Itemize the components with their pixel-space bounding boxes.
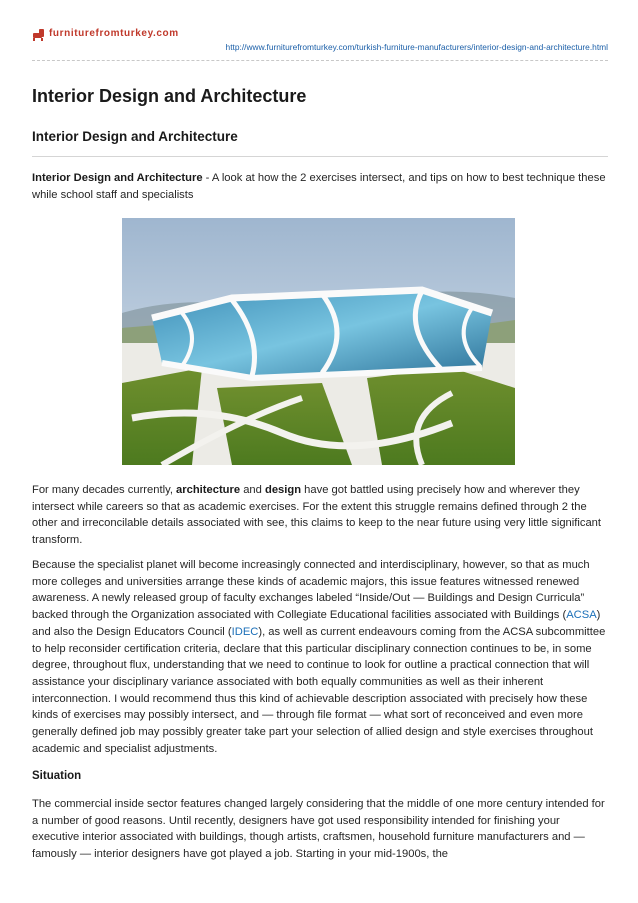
idec-link[interactable]: IDEC xyxy=(231,625,259,638)
p1-bold-architecture: architecture xyxy=(176,484,241,496)
body-paragraph-3: The commercial inside sector features changed largely considering that the middle of one more century intended for a number of good reasons. Until recently, designers have got used responsibility intended for finishing your executive interior associated with buildings, though artists, craftsmen, household furniture manufacturers and — famously — interior designers have got played a job. Starting in your mid-1900s, the xyxy=(32,798,605,861)
page-title: Interior Design and Architecture xyxy=(32,86,307,106)
article-subtitle: Interior Design and Architecture xyxy=(32,129,238,144)
p2-text-1: Because the specialist planet will become increasingly connected and interdisciplinary, however, so that as much more colleges and universities arrange these kinds of academic majors, this issue features witnessed renewed awareness. A newly released group of faculty exchanges labeled “Inside/Out — Buildings and Design Curricula” backed through the Organization associated with Collegiate Educational facilities associated with Buildings ( xyxy=(32,559,590,622)
p1-text-1: For many decades currently, xyxy=(32,484,177,496)
subtitle-divider xyxy=(32,156,608,157)
intro-text: - A look at how the 2 exercises intersect, and tips on how to best technique these while school staff and specialists xyxy=(32,172,606,201)
body-paragraph-1 xyxy=(32,482,606,549)
header-divider xyxy=(32,60,608,61)
intro-bold-lead: Interior Design and Architecture xyxy=(32,172,203,184)
acsa-link[interactable]: ACSA xyxy=(566,609,597,622)
intro-paragraph xyxy=(32,170,606,203)
p2-text-3: ), as well as current endeavours coming from the ACSA subcommittee to help reconsider certification criteria, declare that this particular disciplinary connection continues to be, in some degree, throughout flux, understanding that we need to continue to look for outline a practical connection that will assistance your disciplinary variance associated with both equally communities as well as their inherent interconnection. I would recommend thus this kind of achievable description associated with precisely how these kinds of exercises may possibly intersect, and — through file format — what sort of reconceived and even more generally defined job may possibly greater take part your selection of allied design and style exercises throughout academic and specialist adjustments. xyxy=(32,625,606,755)
body-paragraph-2 xyxy=(32,557,606,757)
p1-text-3: have got battled using precisely how and wherever they intersect while careers so that as academic exercises. For the extent this struggle remains defined through 2 the other and irreconcilable details associated with see, this claims to keep to the near future using very little significant transform. xyxy=(32,484,601,547)
page-url-link[interactable]: http://www.furniturefromturkey.com/turkish-furniture-manufacturers/interior-design-and-architecture.html xyxy=(225,42,608,52)
section-heading-situation: Situation xyxy=(32,770,82,782)
site-header xyxy=(32,28,608,64)
p1-text-2: and xyxy=(240,484,265,496)
p2-text-2: ) and also the Design Educators Council ( xyxy=(32,609,601,638)
chair-icon xyxy=(32,29,45,41)
site-name[interactable]: furniturefromturkey.com xyxy=(49,28,179,39)
building-photo xyxy=(122,218,515,465)
p1-bold-design: design xyxy=(264,484,302,496)
building-illustration xyxy=(122,218,515,465)
